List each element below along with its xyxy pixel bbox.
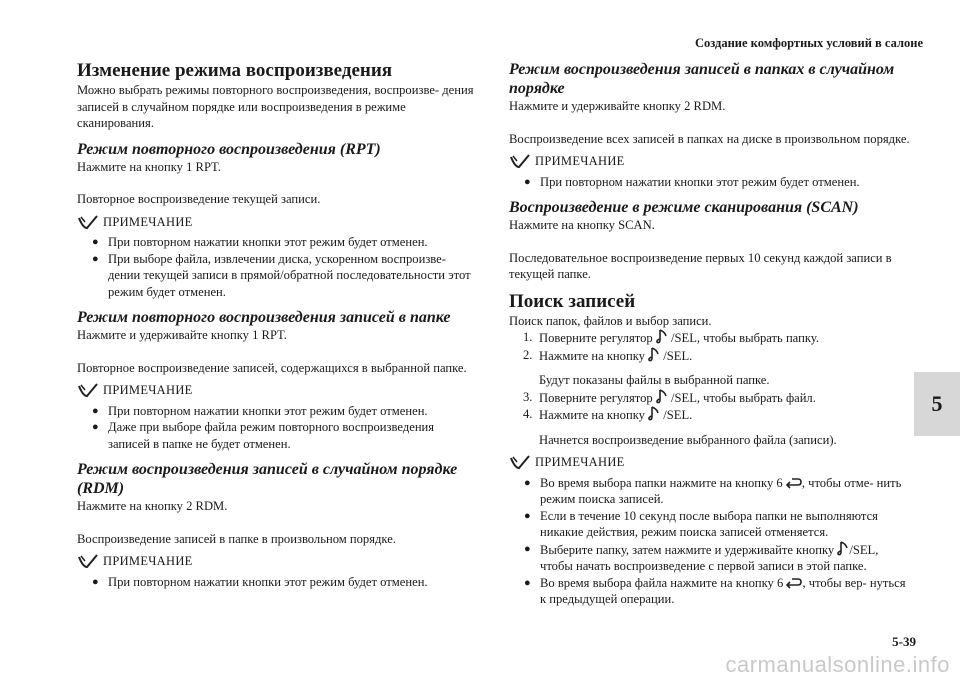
search-steps [509, 329, 911, 364]
bullet-icon: ● [524, 509, 531, 522]
section-title-scan: Воспроизведение в режиме сканирования (SCAN) [509, 199, 859, 216]
note-item: ● При повторном нажатии кнопки этот режим будет отменен. [92, 403, 428, 418]
tune-knob-icon [837, 541, 849, 556]
note-item: ● При выборе файла, извлечении диска, ускоренном воспроизве- дении текущей записи в прямой/обратной последовательности этот режим будет отменен. [92, 251, 471, 299]
step-item: 2. Нажмите на кнопку /SEL. [523, 347, 693, 363]
note-header [77, 214, 477, 231]
tune-knob-icon [648, 347, 660, 362]
section-text: Нажмите на кнопку 2 RDM. [77, 499, 228, 513]
note-label: ПРИМЕЧАНИЕ [103, 214, 193, 229]
note-item: ● При повторном нажатии кнопки этот режим будет отменен. [92, 235, 428, 249]
note-label: ПРИМЕЧАНИЕ [535, 455, 625, 469]
bullet-icon: ● [92, 252, 99, 265]
section-text: Воспроизведение всех записей в папках на диске в произвольном порядке. [509, 131, 910, 146]
section-text: Повторное воспроизведение текущей записи. [77, 192, 321, 206]
bullet-icon: ● [92, 421, 99, 433]
note-header [77, 553, 477, 570]
search-steps [509, 389, 911, 424]
section-text: Воспроизведение записей в папке в произвольном порядке. [77, 531, 396, 546]
return-arrow-icon [786, 577, 802, 589]
right-column [509, 60, 911, 608]
section-text: Последовательное воспроизведение первых 10 секунд каждой записи в текущей папке. [509, 250, 892, 281]
section-text: Поиск папок, файлов и выбор записи. [509, 313, 712, 328]
note-header [509, 153, 911, 170]
note-item: ● При повторном нажатии кнопки этот режим будет отменен. [524, 174, 860, 189]
section-text: Нажмите на кнопку 1 RPT. [77, 159, 221, 174]
step-item: 4. Нажмите на кнопку /SEL. [523, 407, 693, 422]
note-header [77, 382, 477, 399]
note-pen-icon [509, 153, 531, 169]
bullet-icon: ● [524, 576, 531, 589]
step-item: 1. Поверните регулятор /SEL, чтобы выбрать папку. [523, 330, 819, 345]
step-result: Начнется воспроизведение выбранного файла (записи). [539, 432, 837, 447]
left-column [77, 60, 477, 590]
note-item: ● Во время выбора папки нажмите на кнопку 6 , чтобы отме- нить режим поиска записей. [524, 475, 902, 506]
page-header: Создание комфортных условий в салоне [694, 36, 923, 50]
bullet-icon: ● [92, 236, 99, 248]
tune-knob-icon [656, 329, 668, 344]
section-text: Можно выбрать режимы повторного воспроизведения, воспроизве- дения записей в случайном порядке или воспроизведения в режиме сканирования. [77, 83, 474, 130]
section-text: Повторное воспроизведение записей, содержащихся в выбранной папке. [77, 360, 467, 375]
section-title-rdm: Режим воспроизведения записей в случайном порядке (RDM) [77, 461, 458, 497]
step-item: 3. Поверните регулятор /SEL, чтобы выбрать файл. [523, 389, 816, 405]
section-text: Нажмите и удерживайте кнопку 1 RPT. [77, 328, 287, 342]
chapter-tab: 5 [914, 372, 960, 436]
step-result: Будут показаны файлы в выбранной папке. [539, 373, 770, 387]
page-number: 5-39 [892, 634, 916, 649]
section-title-folders-random: Режим воспроизведения записей в папках в случайном порядке [509, 61, 895, 97]
note-pen-icon [509, 454, 531, 470]
note-pen-icon [77, 553, 99, 569]
note-label: ПРИМЕЧАНИЕ [103, 383, 193, 397]
section-title-folder-repeat: Режим повторного воспроизведения записей в папке [77, 309, 451, 326]
section-title-playback-mode: Изменение режима воспроизведения [77, 60, 393, 81]
note-pen-icon [77, 214, 99, 230]
note-header [509, 454, 911, 471]
note-item: ● При повторном нажатии кнопки этот режим будет отменен. [92, 574, 428, 589]
note-label: ПРИМЕЧАНИЕ [103, 554, 193, 568]
bullet-icon: ● [524, 542, 531, 555]
tune-knob-icon [656, 389, 668, 404]
note-item: ● Если в течение 10 секунд после выбора папки не выполняются никакие действия, режим поиска записей отменяется. [524, 508, 878, 539]
note-pen-icon [77, 382, 99, 398]
section-title-rpt: Режим повторного воспроизведения (RPT) [77, 140, 381, 158]
tune-knob-icon [648, 406, 660, 421]
bullet-icon: ● [524, 175, 531, 188]
section-text: Нажмите на кнопку SCAN. [509, 218, 655, 232]
return-arrow-icon [786, 477, 802, 489]
note-item: ● Во время выбора файла нажмите на кнопку 6 , чтобы вер- нуться к предыдущей операции. [524, 575, 906, 606]
bullet-icon: ● [524, 476, 531, 489]
section-title-search: Поиск записей [509, 290, 636, 312]
section-text: Нажмите и удерживайте кнопку 2 RDM. [509, 99, 726, 113]
bullet-icon: ● [92, 575, 99, 588]
watermark: carmanualsonline.info [725, 652, 950, 677]
bullet-icon: ● [92, 404, 99, 417]
note-label: ПРИМЕЧАНИЕ [535, 154, 625, 168]
note-item: ● Выберите папку, затем нажмите и удерживайте кнопку /SEL, чтобы начать воспроизведение с первой записи в этой папке. [524, 542, 879, 573]
note-item: ● Даже при выборе файла режим повторного воспроизведения записей в папке не будет отменен. [92, 420, 435, 451]
